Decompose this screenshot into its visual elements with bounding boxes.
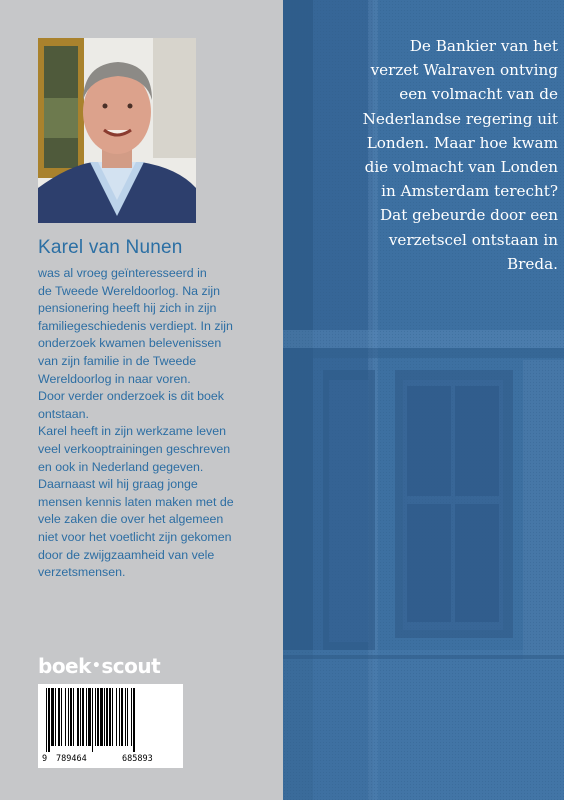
bio-line: familiegeschiedenis verdiept. In zijn [38,318,233,333]
bio-line: van zijn familie in de Tweede [38,353,197,368]
bio-line: ontstaan. [38,406,89,421]
blurb-line: verzet Walraven ontving [370,61,558,80]
blurb-line: De Bankier van het [409,37,558,55]
isbn-first-digit: 9 [42,754,48,764]
blurb-line: een volmacht van de [399,85,558,104]
blurb-line: Nederlandse regering uit [362,109,558,128]
publisher-logo-part1: boek [38,654,91,678]
bio-line: mensen kennis laten maken met de [38,494,234,509]
blurb-line: in Amsterdam terecht? [381,182,558,201]
bio-line: door de zwijgzaamheid van vele [38,547,215,562]
barcode-bars [44,688,177,752]
publisher-logo-dot: • [91,658,101,674]
bio-line: was al vroeg geïnteresseerd in [38,266,207,280]
bio-line: verzetsmensen. [38,565,126,580]
bio-line: vele zaken die over het algemeen [38,512,224,527]
isbn-left-group: 789464 [56,754,87,764]
author-bio [38,265,278,582]
blurb-line: Londen. Maar hoe kwam [366,133,558,152]
bio-line: en ook in Nederland gegeven. [38,459,204,474]
bio-line: niet voor het voetlicht zijn gekomen [38,529,232,544]
bio-line: Karel heeft in zijn werkzame leven [38,424,227,439]
bio-line: onderzoek kwamen belevenissen [38,336,222,351]
bio-line: Door verder onderzoek is dit boek [38,389,224,404]
blurb-line: verzetscel ontstaan in [388,230,558,249]
blurb-line: Dat gebeurde door een [379,206,558,225]
publisher-logo-part2: scout [101,654,161,678]
blurb-line: Breda. [506,254,558,273]
bio-line: pensionering heeft hij zich in zijn [38,301,217,316]
isbn-barcode [38,684,183,768]
bio-line: de Tweede Wereldoorlog. Na zijn [38,283,221,298]
back-cover-blurb [290,34,558,276]
isbn-right-group: 685893 [122,754,153,764]
bio-line: Wereldoorlog in naar voren. [38,371,191,386]
bio-line: veel verkooptrainingen geschreven [38,441,231,456]
author-portrait [38,38,196,223]
publisher-logo [38,654,160,678]
author-name: Karel van Nunen [38,237,183,258]
blurb-line: die volmacht van Londen [364,158,558,177]
bio-line: Daarnaast wil hij graag jonge [38,477,198,492]
